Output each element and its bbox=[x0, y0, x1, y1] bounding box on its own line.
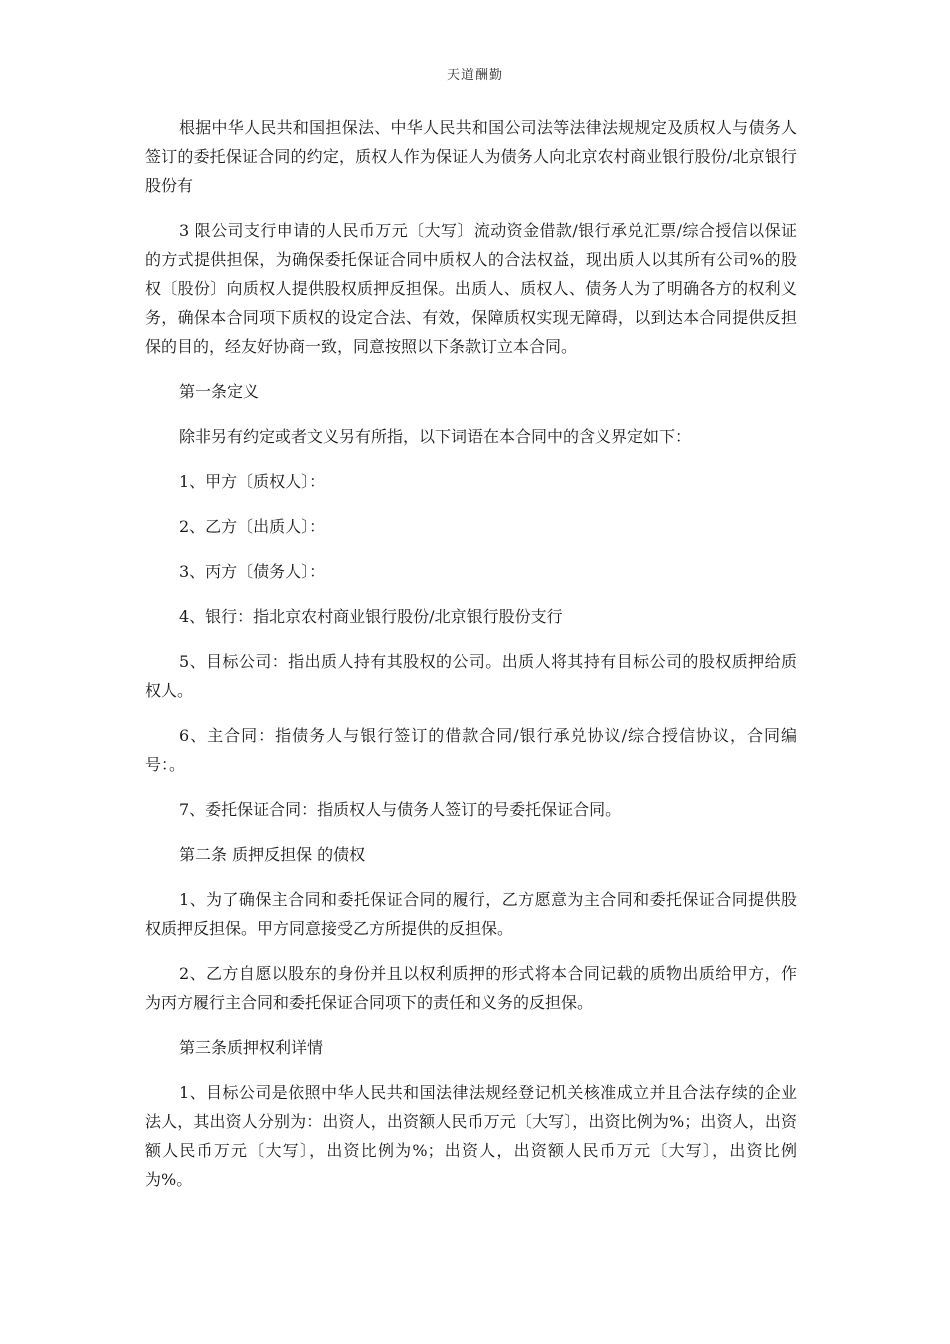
definition-item: 2、乙方〔出质人〕： bbox=[179, 517, 326, 536]
definition-item: 1、甲方〔质权人〕： bbox=[179, 472, 326, 491]
definition-item: 3、丙方〔债务人〕： bbox=[179, 562, 326, 581]
article-3-heading: 第三条质押权利详情 bbox=[179, 1038, 324, 1057]
definitions-intro: 除非另有约定或者文义另有所指，以下词语在本合同中的含义界定如下： bbox=[179, 427, 692, 446]
definition-item: 7、委托保证合同：指质权人与债务人签订的号委托保证合同。 bbox=[179, 800, 622, 819]
definition-item: 5、目标公司：指出质人持有其股权的公司。出质人将其持有目标公司的股权质押给质权人。 bbox=[145, 652, 797, 700]
article-3-clause: 1、目标公司是依照中华人民共和国法律法规经登记机关核准成立并且合法存续的企业法人，其出资人分别为：出资人，出资额人民币万元〔大写〕，出资比例为%；出资人，出资额人民币万元〔大写〕，出资比例为%；出资人，出资额人民币万元〔大写〕，出资比例为%。 bbox=[145, 1083, 797, 1189]
page-header: 天道酬勤 bbox=[446, 68, 503, 83]
definition-item: 6、主合同：指债务人与银行签订的借款合同/银行承兑协议/综合授信协议，合同编号：。 bbox=[145, 726, 797, 774]
article-2-clause: 2、乙方自愿以股东的身份并且以权利质押的形式将本合同记载的质物出质给甲方，作为丙方履行主合同和委托保证合同项下的责任和义务的反担保。 bbox=[145, 964, 797, 1012]
article-2-heading: 第二条 质押反担保 的债权 bbox=[179, 845, 366, 864]
purpose-paragraph: 3 限公司支行申请的人民币万元〔大写〕流动资金借款/银行承兑汇票/综合授信以保证的方式提供担保，为确保委托保证合同中质权人的合法权益，现出质人以其所有公司%的股权〔股份〕向质权人提供股权质押反担保。出质人、质权人、债务人为了明确各方的权利义务，确保本合同项下质权的设定合法、有效，保障质权实现无障碍，以到达本合同提供反担保的目的，经友好协商一致，同意按照以下条款订立本合同。 bbox=[145, 221, 797, 356]
intro-paragraph: 根据中华人民共和国担保法、中华人民共和国公司法等法律法规规定及质权人与债务人签订的委托保证合同的约定，质权人作为保证人为债务人向北京农村商业银行股份/北京银行股份有 bbox=[145, 118, 797, 195]
article-2-clause: 1、为了确保主合同和委托保证合同的履行，乙方愿意为主合同和委托保证合同提供股权质押反担保。甲方同意接受乙方所提供的反担保。 bbox=[145, 890, 797, 938]
article-1-heading: 第一条定义 bbox=[179, 382, 260, 401]
document-body bbox=[145, 113, 797, 1210]
definition-item: 4、银行：指北京农村商业银行股份/北京银行股份支行 bbox=[179, 607, 563, 626]
